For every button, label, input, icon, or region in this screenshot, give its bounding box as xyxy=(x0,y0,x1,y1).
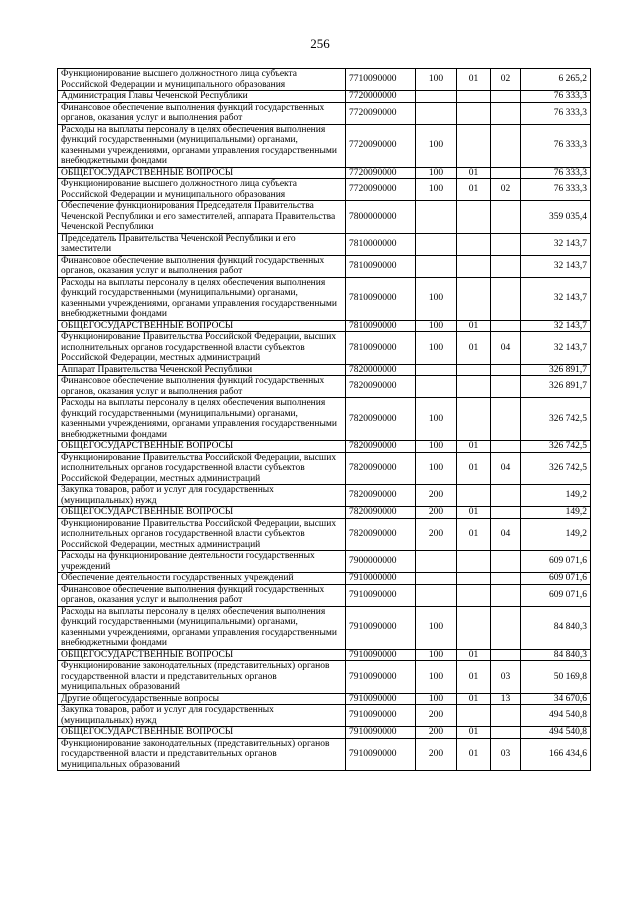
row-amount-cell: 76 333,3 xyxy=(521,102,591,124)
table-row xyxy=(58,332,591,365)
table-row xyxy=(58,167,591,179)
row-expense-type-cell: 100 xyxy=(416,167,457,179)
row-amount-cell: 494 540,8 xyxy=(521,727,591,739)
row-name-cell: Аппарат Правительства Чеченской Республики xyxy=(58,364,346,376)
row-section-cell xyxy=(457,485,491,507)
row-name-cell: Функционирование высшего должностного лица субъекта Российской Федерации и муниципального образования xyxy=(58,69,346,91)
table-row xyxy=(58,201,591,234)
row-subsection-cell xyxy=(491,705,521,727)
row-code-cell: 7810090000 xyxy=(346,332,416,365)
row-expense-type-cell: 100 xyxy=(416,649,457,661)
row-code-cell: 7900000000 xyxy=(346,551,416,573)
row-name-cell: Расходы на выплаты персоналу в целях обеспечения выполнения функций государственными (муниципальными) органами, казенными учреждениями, органами управления государственными внебюджетными фондами xyxy=(58,277,346,320)
row-code-cell: 7720090000 xyxy=(346,102,416,124)
row-section-cell xyxy=(457,233,491,255)
row-expense-type-cell: 100 xyxy=(416,441,457,453)
row-amount-cell: 76 333,3 xyxy=(521,179,591,201)
budget-table xyxy=(57,68,591,771)
row-name-cell: ОБЩЕГОСУДАРСТВЕННЫЕ ВОПРОСЫ xyxy=(58,649,346,661)
row-amount-cell: 609 071,6 xyxy=(521,584,591,606)
row-subsection-cell: 04 xyxy=(491,518,521,551)
row-amount-cell: 166 434,6 xyxy=(521,738,591,771)
row-amount-cell: 76 333,3 xyxy=(521,91,591,103)
row-amount-cell: 149,2 xyxy=(521,485,591,507)
row-amount-cell: 6 265,2 xyxy=(521,69,591,91)
table-row xyxy=(58,705,591,727)
row-name-cell: Расходы на выплаты персоналу в целях обеспечения выполнения функций государственными (муниципальными) органами, казенными учреждениями, органами управления государственными внебюджетными фондами xyxy=(58,606,346,649)
row-expense-type-cell: 100 xyxy=(416,179,457,201)
row-code-cell: 7720090000 xyxy=(346,124,416,167)
row-code-cell: 7910090000 xyxy=(346,661,416,694)
row-code-cell: 7800000000 xyxy=(346,201,416,234)
row-code-cell: 7910090000 xyxy=(346,727,416,739)
page-number: 256 xyxy=(310,36,330,51)
table-row xyxy=(58,233,591,255)
row-code-cell: 7910090000 xyxy=(346,649,416,661)
row-code-cell: 7820090000 xyxy=(346,452,416,485)
row-expense-type-cell xyxy=(416,376,457,398)
row-name-cell: Расходы на выплаты персоналу в целях обеспечения выполнения функций государственными (муниципальными) органами, казенными учреждениями, органами управления государственными внебюджетными фондами xyxy=(58,124,346,167)
row-expense-type-cell: 100 xyxy=(416,320,457,332)
row-amount-cell: 326 742,5 xyxy=(521,398,591,441)
row-subsection-cell xyxy=(491,573,521,585)
row-section-cell xyxy=(457,91,491,103)
row-amount-cell: 84 840,3 xyxy=(521,649,591,661)
table-row xyxy=(58,738,591,771)
row-code-cell: 7910090000 xyxy=(346,705,416,727)
row-code-cell: 7820000000 xyxy=(346,364,416,376)
table-row xyxy=(58,441,591,453)
row-code-cell: 7820090000 xyxy=(346,376,416,398)
row-section-cell xyxy=(457,364,491,376)
row-name-cell: Обеспечение деятельности государственных учреждений xyxy=(58,573,346,585)
row-name-cell: ОБЩЕГОСУДАРСТВЕННЫЕ ВОПРОСЫ xyxy=(58,727,346,739)
table-row xyxy=(58,649,591,661)
table-row xyxy=(58,693,591,705)
row-subsection-cell xyxy=(491,584,521,606)
row-subsection-cell: 03 xyxy=(491,738,521,771)
row-subsection-cell xyxy=(491,102,521,124)
row-section-cell: 01 xyxy=(457,69,491,91)
row-subsection-cell xyxy=(491,441,521,453)
table-row xyxy=(58,376,591,398)
row-section-cell xyxy=(457,201,491,234)
row-name-cell: Финансовое обеспечение выполнения функций государственных органов, оказания услуг и выполнения работ xyxy=(58,584,346,606)
row-expense-type-cell: 100 xyxy=(416,661,457,694)
row-expense-type-cell xyxy=(416,584,457,606)
row-subsection-cell: 02 xyxy=(491,179,521,201)
row-expense-type-cell: 200 xyxy=(416,727,457,739)
row-section-cell: 01 xyxy=(457,649,491,661)
row-code-cell: 7910090000 xyxy=(346,606,416,649)
table-row xyxy=(58,661,591,694)
row-section-cell: 01 xyxy=(457,332,491,365)
row-name-cell: Функционирование Правительства Российской Федерации, высших исполнительных органов государственной власти субъектов Российской Федерации, местных администраций xyxy=(58,518,346,551)
row-expense-type-cell: 200 xyxy=(416,518,457,551)
row-code-cell: 7720090000 xyxy=(346,179,416,201)
row-name-cell: ОБЩЕГОСУДАРСТВЕННЫЕ ВОПРОСЫ xyxy=(58,320,346,332)
row-amount-cell: 32 143,7 xyxy=(521,233,591,255)
row-subsection-cell: 13 xyxy=(491,693,521,705)
row-section-cell xyxy=(457,573,491,585)
row-code-cell: 7820090000 xyxy=(346,507,416,519)
row-subsection-cell: 03 xyxy=(491,661,521,694)
row-section-cell xyxy=(457,102,491,124)
row-amount-cell: 609 071,6 xyxy=(521,573,591,585)
row-expense-type-cell: 100 xyxy=(416,332,457,365)
row-subsection-cell xyxy=(491,201,521,234)
row-subsection-cell xyxy=(491,167,521,179)
row-subsection-cell xyxy=(491,364,521,376)
row-subsection-cell xyxy=(491,124,521,167)
row-name-cell: Финансовое обеспечение выполнения функций государственных органов, оказания услуг и выполнения работ xyxy=(58,255,346,277)
row-name-cell: Функционирование Правительства Российской Федерации, высших исполнительных органов государственной власти субъектов Российской Федерации, местных администраций xyxy=(58,332,346,365)
row-section-cell: 01 xyxy=(457,179,491,201)
row-amount-cell: 76 333,3 xyxy=(521,124,591,167)
row-section-cell: 01 xyxy=(457,507,491,519)
row-expense-type-cell: 200 xyxy=(416,705,457,727)
table-row xyxy=(58,452,591,485)
row-expense-type-cell xyxy=(416,364,457,376)
row-subsection-cell: 02 xyxy=(491,69,521,91)
table-row xyxy=(58,364,591,376)
row-code-cell: 7810000000 xyxy=(346,233,416,255)
row-expense-type-cell: 100 xyxy=(416,398,457,441)
row-code-cell: 7810090000 xyxy=(346,255,416,277)
table-row xyxy=(58,584,591,606)
row-subsection-cell xyxy=(491,606,521,649)
table-row xyxy=(58,255,591,277)
table-row xyxy=(58,102,591,124)
row-name-cell: Функционирование законодательных (представительных) органов государственной власти и представительных органов муниципальных образований xyxy=(58,661,346,694)
row-subsection-cell xyxy=(491,233,521,255)
row-amount-cell: 149,2 xyxy=(521,507,591,519)
row-name-cell: Финансовое обеспечение выполнения функций государственных органов, оказания услуг и выполнения работ xyxy=(58,376,346,398)
row-name-cell: Функционирование законодательных (представительных) органов государственной власти и представительных органов муниципальных образований xyxy=(58,738,346,771)
row-amount-cell: 50 169,8 xyxy=(521,661,591,694)
table-row xyxy=(58,507,591,519)
row-section-cell: 01 xyxy=(457,167,491,179)
row-name-cell: Другие общегосударственные вопросы xyxy=(58,693,346,705)
row-code-cell: 7810090000 xyxy=(346,320,416,332)
row-expense-type-cell xyxy=(416,91,457,103)
row-amount-cell: 326 891,7 xyxy=(521,364,591,376)
row-amount-cell: 34 670,6 xyxy=(521,693,591,705)
row-expense-type-cell: 100 xyxy=(416,606,457,649)
row-subsection-cell: 04 xyxy=(491,332,521,365)
table-row xyxy=(58,518,591,551)
row-code-cell: 7720000000 xyxy=(346,91,416,103)
row-subsection-cell xyxy=(491,485,521,507)
row-section-cell: 01 xyxy=(457,727,491,739)
row-code-cell: 7820090000 xyxy=(346,398,416,441)
table-row xyxy=(58,398,591,441)
row-name-cell: Расходы на выплаты персоналу в целях обеспечения выполнения функций государственными (муниципальными) органами, казенными учреждениями, органами управления государственными внебюджетными фондами xyxy=(58,398,346,441)
row-section-cell xyxy=(457,255,491,277)
row-amount-cell: 494 540,8 xyxy=(521,705,591,727)
row-expense-type-cell: 200 xyxy=(416,485,457,507)
table-row xyxy=(58,69,591,91)
row-name-cell: ОБЩЕГОСУДАРСТВЕННЫЕ ВОПРОСЫ xyxy=(58,167,346,179)
row-section-cell: 01 xyxy=(457,661,491,694)
row-section-cell xyxy=(457,606,491,649)
row-code-cell: 7910090000 xyxy=(346,738,416,771)
row-amount-cell: 326 891,7 xyxy=(521,376,591,398)
row-section-cell: 01 xyxy=(457,441,491,453)
row-expense-type-cell xyxy=(416,551,457,573)
row-section-cell xyxy=(457,551,491,573)
row-name-cell: Администрация Главы Чеченской Республики xyxy=(58,91,346,103)
table-row xyxy=(58,91,591,103)
row-amount-cell: 84 840,3 xyxy=(521,606,591,649)
row-section-cell xyxy=(457,705,491,727)
row-expense-type-cell: 200 xyxy=(416,738,457,771)
row-section-cell xyxy=(457,277,491,320)
table-row xyxy=(58,727,591,739)
table-row xyxy=(58,179,591,201)
row-expense-type-cell: 100 xyxy=(416,277,457,320)
row-name-cell: Финансовое обеспечение выполнения функций государственных органов, оказания услуг и выполнения работ xyxy=(58,102,346,124)
row-code-cell: 7810090000 xyxy=(346,277,416,320)
row-amount-cell: 149,2 xyxy=(521,518,591,551)
row-amount-cell: 609 071,6 xyxy=(521,551,591,573)
row-expense-type-cell xyxy=(416,102,457,124)
row-name-cell: ОБЩЕГОСУДАРСТВЕННЫЕ ВОПРОСЫ xyxy=(58,507,346,519)
row-name-cell: Расходы на функционирование деятельности государственных учреждений xyxy=(58,551,346,573)
row-code-cell: 7710090000 xyxy=(346,69,416,91)
row-amount-cell: 76 333,3 xyxy=(521,167,591,179)
row-name-cell: Закупка товаров, работ и услуг для государственных (муниципальных) нужд xyxy=(58,485,346,507)
row-amount-cell: 32 143,7 xyxy=(521,277,591,320)
row-section-cell xyxy=(457,376,491,398)
row-name-cell: Обеспечение функционирования Председателя Правительства Чеченской Республики и его заместителей, аппарата Правительства Чеченской Республики xyxy=(58,201,346,234)
row-amount-cell: 326 742,5 xyxy=(521,441,591,453)
row-code-cell: 7820090000 xyxy=(346,518,416,551)
row-code-cell: 7720090000 xyxy=(346,167,416,179)
row-expense-type-cell xyxy=(416,573,457,585)
row-amount-cell: 326 742,5 xyxy=(521,452,591,485)
row-expense-type-cell xyxy=(416,201,457,234)
table-row xyxy=(58,277,591,320)
table-row xyxy=(58,573,591,585)
row-section-cell: 01 xyxy=(457,693,491,705)
row-code-cell: 7910090000 xyxy=(346,693,416,705)
table-row xyxy=(58,485,591,507)
row-subsection-cell xyxy=(491,727,521,739)
row-amount-cell: 32 143,7 xyxy=(521,320,591,332)
row-section-cell xyxy=(457,124,491,167)
row-expense-type-cell xyxy=(416,233,457,255)
row-expense-type-cell xyxy=(416,255,457,277)
row-expense-type-cell: 100 xyxy=(416,69,457,91)
table-row xyxy=(58,606,591,649)
table-body xyxy=(58,69,591,771)
table-row xyxy=(58,124,591,167)
row-subsection-cell xyxy=(491,376,521,398)
row-amount-cell: 359 035,4 xyxy=(521,201,591,234)
row-expense-type-cell: 100 xyxy=(416,693,457,705)
table-row xyxy=(58,551,591,573)
row-amount-cell: 32 143,7 xyxy=(521,255,591,277)
row-code-cell: 7910000000 xyxy=(346,573,416,585)
row-section-cell: 01 xyxy=(457,738,491,771)
row-name-cell: ОБЩЕГОСУДАРСТВЕННЫЕ ВОПРОСЫ xyxy=(58,441,346,453)
row-subsection-cell xyxy=(491,91,521,103)
row-subsection-cell xyxy=(491,320,521,332)
row-section-cell: 01 xyxy=(457,452,491,485)
row-code-cell: 7820090000 xyxy=(346,485,416,507)
row-code-cell: 7820090000 xyxy=(346,441,416,453)
row-name-cell: Функционирование высшего должностного лица субъекта Российской Федерации и муниципального образования xyxy=(58,179,346,201)
row-name-cell: Закупка товаров, работ и услуг для государственных (муниципальных) нужд xyxy=(58,705,346,727)
row-name-cell: Функционирование Правительства Российской Федерации, высших исполнительных органов государственной власти субъектов Российской Федерации, местных администраций xyxy=(58,452,346,485)
row-subsection-cell xyxy=(491,255,521,277)
row-section-cell xyxy=(457,398,491,441)
row-expense-type-cell: 100 xyxy=(416,124,457,167)
row-subsection-cell xyxy=(491,551,521,573)
row-section-cell: 01 xyxy=(457,518,491,551)
row-subsection-cell xyxy=(491,398,521,441)
row-subsection-cell xyxy=(491,277,521,320)
row-section-cell xyxy=(457,584,491,606)
table-row xyxy=(58,320,591,332)
row-subsection-cell xyxy=(491,649,521,661)
row-section-cell: 01 xyxy=(457,320,491,332)
row-name-cell: Председатель Правительства Чеченской Республики и его заместители xyxy=(58,233,346,255)
row-expense-type-cell: 200 xyxy=(416,507,457,519)
row-amount-cell: 32 143,7 xyxy=(521,332,591,365)
row-expense-type-cell: 100 xyxy=(416,452,457,485)
row-subsection-cell xyxy=(491,507,521,519)
row-subsection-cell: 04 xyxy=(491,452,521,485)
row-code-cell: 7910090000 xyxy=(346,584,416,606)
